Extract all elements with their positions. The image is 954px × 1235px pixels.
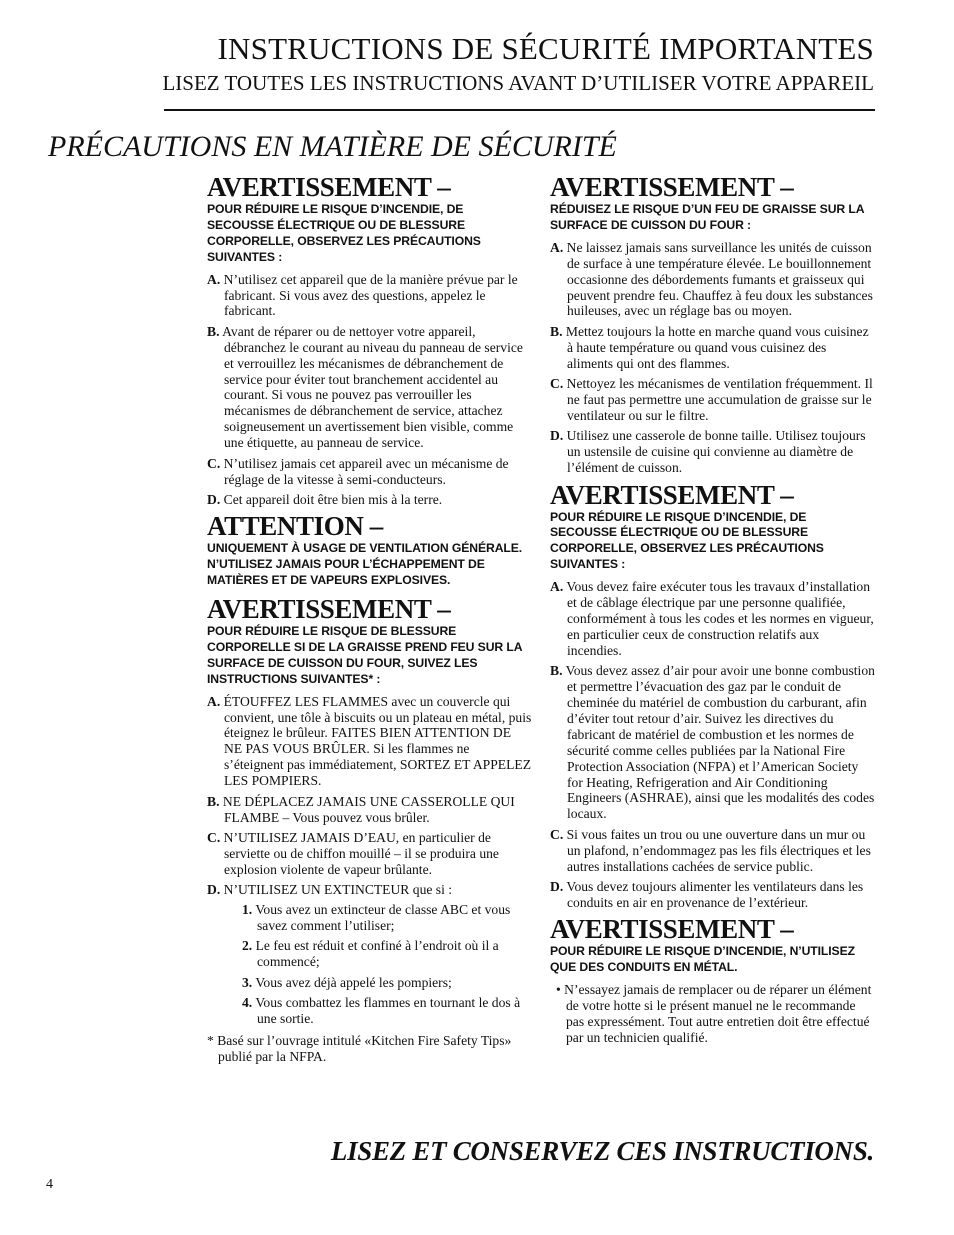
warning-list — [550, 240, 875, 476]
page-number: 4 — [46, 1177, 53, 1192]
sub-list-item — [224, 938, 532, 970]
item-label: B. — [207, 793, 220, 809]
closing-statement: LISEZ ET CONSERVEZ CES INSTRUCTIONS. — [330, 1136, 874, 1166]
warning-heading: AVERTISSEMENT – — [550, 479, 794, 510]
item-text: Utilisez une casserole de bonne taille. Utilisez toujours un ustensile de cuisine qui convienne au diamètre de l’élément de cuisson. — [566, 428, 866, 476]
left-column — [207, 173, 532, 1065]
page-title: INSTRUCTIONS DE SÉCURITÉ IMPORTANTES — [217, 31, 874, 66]
item-label: 1. — [242, 902, 253, 918]
warning-lead: POUR RÉDUIRE LE RISQUE DE BLESSURE CORPORELLE SI DE LA GRAISSE PREND FEU SUR LA SURFACE DE CUISSON DU FOUR, SUIVEZ LES INSTRUCTIONS SUIVANTES* : — [207, 624, 522, 686]
item-text: Mettez toujours la hotte en marche quand vous cuisinez à haute température ou quand vous cuisinez des aliments qui ont des flammes. — [565, 323, 869, 371]
list-item — [207, 324, 532, 451]
list-item — [550, 982, 875, 1046]
warning-heading: AVERTISSEMENT – — [207, 594, 451, 625]
attention-block — [207, 512, 532, 589]
list-item — [207, 694, 532, 789]
item-label: D. — [207, 882, 221, 898]
list-item — [550, 324, 875, 372]
header-divider — [164, 109, 875, 111]
footnote: * Basé sur l’ouvrage intitulé «Kitchen Fire Safety Tips» publié par la NFPA. — [207, 1032, 512, 1064]
item-label: A. — [207, 271, 221, 287]
bullet-list — [550, 982, 875, 1046]
item-text: N’UTILISEZ UN EXTINCTEUR que si : — [223, 882, 453, 898]
list-item — [207, 456, 532, 488]
item-text: Vous devez toujours alimenter les ventilateurs dans les conduits en air en provenance de l’extérieur. — [566, 878, 864, 910]
item-label: 3. — [242, 974, 253, 990]
section-title: PRÉCAUTIONS EN MATIÈRE DE SÉCURITÉ — [48, 130, 617, 163]
list-item — [550, 240, 875, 320]
item-text: Nettoyez les mécanismes de ventilation fréquemment. Il ne faut pas permettre une accumulation de graisse sur le ventilateur ou sur le filtre. — [566, 376, 873, 423]
bullet-icon: • — [556, 982, 561, 998]
item-text: Le feu est réduit et confiné à l’endroit où il a commencé; — [255, 938, 499, 970]
item-label: C. — [207, 829, 221, 845]
item-label: B. — [207, 323, 220, 339]
item-label: A. — [207, 693, 221, 709]
warning-block-grease-fire — [207, 595, 532, 1065]
list-item — [207, 794, 532, 826]
item-text: Ne laissez jamais sans surveillance les unités de cuisson de surface à une température élevée. Le bouillonnement occasionne des débordements fumants et graisseux qui peuvent prendre feu. Chauffez à feu doux les substances huileuses, avec un réglage bas ou moyen. — [566, 239, 873, 319]
warning-list — [207, 694, 532, 1027]
item-label: B. — [550, 663, 563, 679]
item-label: C. — [550, 826, 564, 842]
warning-heading: AVERTISSEMENT – — [207, 172, 451, 202]
item-text: N’utilisez jamais cet appareil avec un mécanisme de réglage de la vitesse à semi-conducteurs. — [223, 455, 509, 487]
item-label: A. — [550, 239, 564, 255]
item-label: D. — [207, 491, 221, 507]
item-text: NE DÉPLACEZ JAMAIS UNE CASSEROLLE QUI FLAMBE – Vous pouvez vous brûler. — [222, 793, 515, 825]
warning-block-fire-shock — [207, 173, 532, 508]
list-item — [207, 882, 532, 1027]
warning-block-grease-risk — [550, 173, 875, 476]
item-text: N’utilisez cet appareil que de la manière prévue par le fabricant. Si vous avez des questions, appelez le fabricant. — [223, 271, 518, 319]
item-label: 2. — [242, 938, 253, 954]
warning-block-metal-ducts — [550, 915, 875, 1045]
item-label: 4. — [242, 995, 253, 1011]
item-text: Si vous faites un trou ou une ouverture dans un mur ou un plafond, n’endommagez pas les fils électriques et les autres installations cachées de service public. — [566, 826, 871, 874]
item-text: Cet appareil doit être bien mis à la terre. — [223, 491, 443, 507]
item-text: Vous devez faire exécuter tous les travaux d’installation et de câblage électrique par une personne qualifiée, conformément à tous les codes et les normes en vigueur, en particulier ceux de construction relatifs aux incendies. — [566, 579, 874, 658]
list-item — [550, 827, 875, 875]
item-text: Vous avez déjà appelé les pompiers; — [255, 974, 452, 990]
item-text: Vous avez un extincteur de classe ABC et vous savez comment l’utiliser; — [255, 902, 511, 933]
list-item — [207, 272, 532, 320]
warning-list — [207, 272, 532, 508]
attention-heading: ATTENTION – — [207, 511, 383, 542]
list-item — [550, 663, 875, 822]
item-label: D. — [550, 428, 564, 444]
item-text: N’UTILISEZ JAMAIS D’EAU, en particulier de serviette ou de chiffon mouillé – il se produira une explosion violente de vapeur brûlante. — [223, 829, 499, 877]
attention-lead: UNIQUEMENT À USAGE DE VENTILATION GÉNÉRALE. N’UTILISEZ JAMAIS POUR L’ÉCHAPPEMENT DE MATIÈRES ET DE VAPEURS EXPLOSIVES. — [207, 541, 523, 588]
page-subtitle: LISEZ TOUTES LES INSTRUCTIONS AVANT D’UTILISER VOTRE APPAREIL — [162, 71, 874, 95]
list-item — [550, 879, 875, 911]
item-text: ÉTOUFFEZ LES FLAMMES avec un couvercle qui convient, une tôle à biscuits ou un plateau en métal, puis éteignez le brûleur. FAITES BIEN ATTENTION DE NE PAS VOUS BRÛLER. Si les flammes ne s’éteignent pas immédiatement, SORTEZ ET APPELEZ LES POMPIERS. — [223, 693, 532, 789]
list-item — [550, 579, 875, 659]
sub-list-item — [224, 995, 532, 1027]
sub-list — [224, 902, 532, 1027]
warning-list — [550, 579, 875, 911]
warning-lead: RÉDUISEZ LE RISQUE D’UN FEU DE GRAISSE SUR LA SURFACE DE CUISSON DU FOUR : — [550, 202, 864, 232]
item-label: B. — [550, 323, 563, 339]
item-text: Vous combattez les flammes en tournant le dos à une sortie. — [255, 995, 521, 1026]
list-item — [550, 376, 875, 424]
warning-lead: POUR RÉDUIRE LE RISQUE D’INCENDIE, DE SECOUSSE ÉLECTRIQUE OU DE BLESSURE CORPORELLE, OBSERVEZ LES PRÉCAUTIONS SUIVANTES : — [207, 202, 481, 264]
item-text: Avant de réparer ou de nettoyer votre appareil, débranchez le courant au niveau du panneau de service et verrouillez les mécanismes de débranchement de service pour éviter tout branchement accidentel au courant. Si vous ne pouvez pas verrouiller les mécanismes de débranchement de service, attachez soigneusement un avertissement bien visible, comme une étiquette, au panneau de service. — [222, 323, 523, 451]
item-label: C. — [207, 455, 221, 471]
item-text: N’essayez jamais de remplacer ou de réparer un élément de votre hotte si le présent manuel ne le recommande pas expressément. Tout autre entretien doit être effectué par un technicien qualifié. — [564, 982, 872, 1045]
list-item — [207, 830, 532, 878]
sub-list-item — [224, 975, 532, 991]
warning-block-installation — [550, 481, 875, 911]
warning-lead: POUR RÉDUIRE LE RISQUE D’INCENDIE, DE SECOUSSE ÉLECTRIQUE OU DE BLESSURE CORPORELLE, OBSERVEZ LES PRÉCAUTIONS SUIVANTES : — [550, 509, 824, 572]
warning-heading: AVERTISSEMENT – — [550, 914, 794, 945]
item-text: Vous devez assez d’air pour avoir une bonne combustion et permettre l’évacuation des gaz par le conduit de cheminée du matériel de combustion du carburant, afin d’éviter tout retour d’air. Suivez les directives du fabricant de matériel de combustion et les normes de sécurité comme celles publiées par la National Fire Protection Association (NFPA) et l’American Society for Heating, Refrigeration and Air Conditioning Engineers (ASHRAE), ainsi que les modalités des codes locaux. — [565, 663, 875, 822]
sub-list-item — [224, 902, 532, 934]
right-column — [550, 173, 875, 1046]
warning-heading: AVERTISSEMENT – — [550, 172, 794, 202]
list-item — [207, 492, 532, 508]
item-label: D. — [550, 878, 564, 894]
item-label: C. — [550, 376, 564, 392]
list-item — [550, 428, 875, 476]
warning-lead: POUR RÉDUIRE LE RISQUE D’INCENDIE, N’UTILISEZ QUE DES CONDUITS EN MÉTAL. — [550, 944, 855, 975]
item-label: A. — [550, 579, 564, 595]
